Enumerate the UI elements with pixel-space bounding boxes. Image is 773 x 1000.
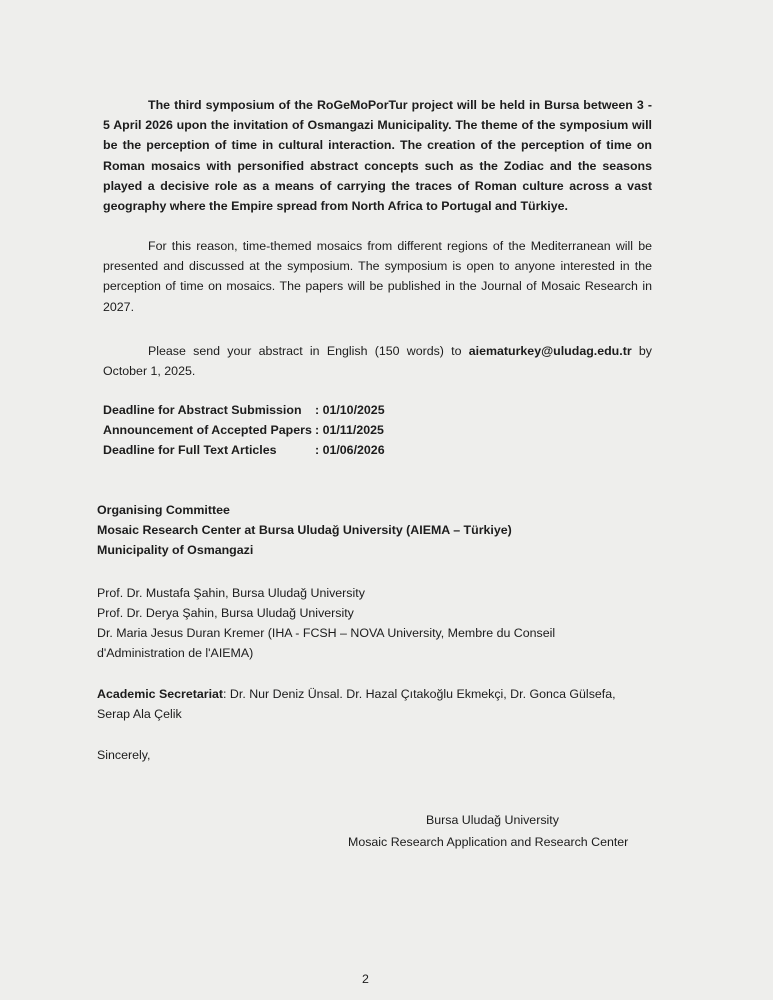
closing-salutation: Sincerely, [97,748,151,762]
intro-paragraph: The third symposium of the RoGeMoPorTur project will be held in Bursa between 3 - 5 April 2026 upon the invitation of Osmangazi Municipality. The theme of the symposium will be the perception of time in cultural interaction. The creation of the perception of time on Roman mosaics with personified abstract concepts such as the Zodiac and the seasons played a decisive role as a means of carrying the traces of Roman culture across a vast geography where the Empire spread from North Africa to Portugal and Türkiye. [103,98,652,214]
deadline-label: Announcement of Accepted Papers [103,423,312,437]
committee-heading: Organising Committee [97,503,230,517]
deadline-label: Deadline for Full Text Articles [103,443,277,457]
page-number: 2 [362,972,369,986]
contact-email[interactable]: aiematurkey@uludag.edu.tr [468,344,632,358]
organising-committee [97,500,512,560]
member-line: Dr. Maria Jesus Duran Kremer (IHA - FCSH – NOVA University, Membre du Conseil [97,626,556,640]
committee-members [97,583,555,663]
deadline-row [103,420,385,440]
deadlines-list [103,400,385,460]
signature-block [348,809,628,853]
deadline-row [103,400,385,420]
member-line: Prof. Dr. Derya Şahin, Bursa Uludağ University [97,606,354,620]
submission-prefix: Please send your abstract in English (150 words) to [148,344,469,358]
signature-university: Bursa Uludağ University [426,813,559,827]
secretariat-names: : Dr. Nur Deniz Ünsal. Dr. Hazal Çıtakoğlu Ekmekçi, Dr. Gonca Gülsefa, [223,687,616,701]
member-line: Prof. Dr. Mustafa Şahin, Bursa Uludağ University [97,586,365,600]
details-paragraph: For this reason, time-themed mosaics from different regions of the Mediterranean will be presented and discussed at the symposium. The symposium is open to anyone interested in the perception of time on mosaics. The papers will be published in the Journal of Mosaic Research in 2027. [103,239,652,314]
secretariat-label: Academic Secretariat [97,687,224,701]
deadline-row [103,440,385,460]
deadline-date: : 01/06/2026 [315,443,385,457]
signature-center: Mosaic Research Application and Research Center [348,835,629,849]
submission-suffix: by October 1, 2025. [103,344,652,379]
academic-secretariat [97,684,616,724]
deadline-date: : 01/10/2025 [315,403,385,417]
deadline-label: Deadline for Abstract Submission [103,403,302,417]
deadline-date: : 01/11/2025 [315,423,384,437]
secretariat-names-cont: Serap Ala Çelik [97,707,182,721]
committee-municipality: Municipality of Osmangazi [97,543,254,557]
member-line: d'Administration de l'AIEMA) [97,646,254,660]
committee-center: Mosaic Research Center at Bursa Uludağ University (AIEMA – Türkiye) [97,523,512,537]
submission-paragraph [103,341,652,381]
